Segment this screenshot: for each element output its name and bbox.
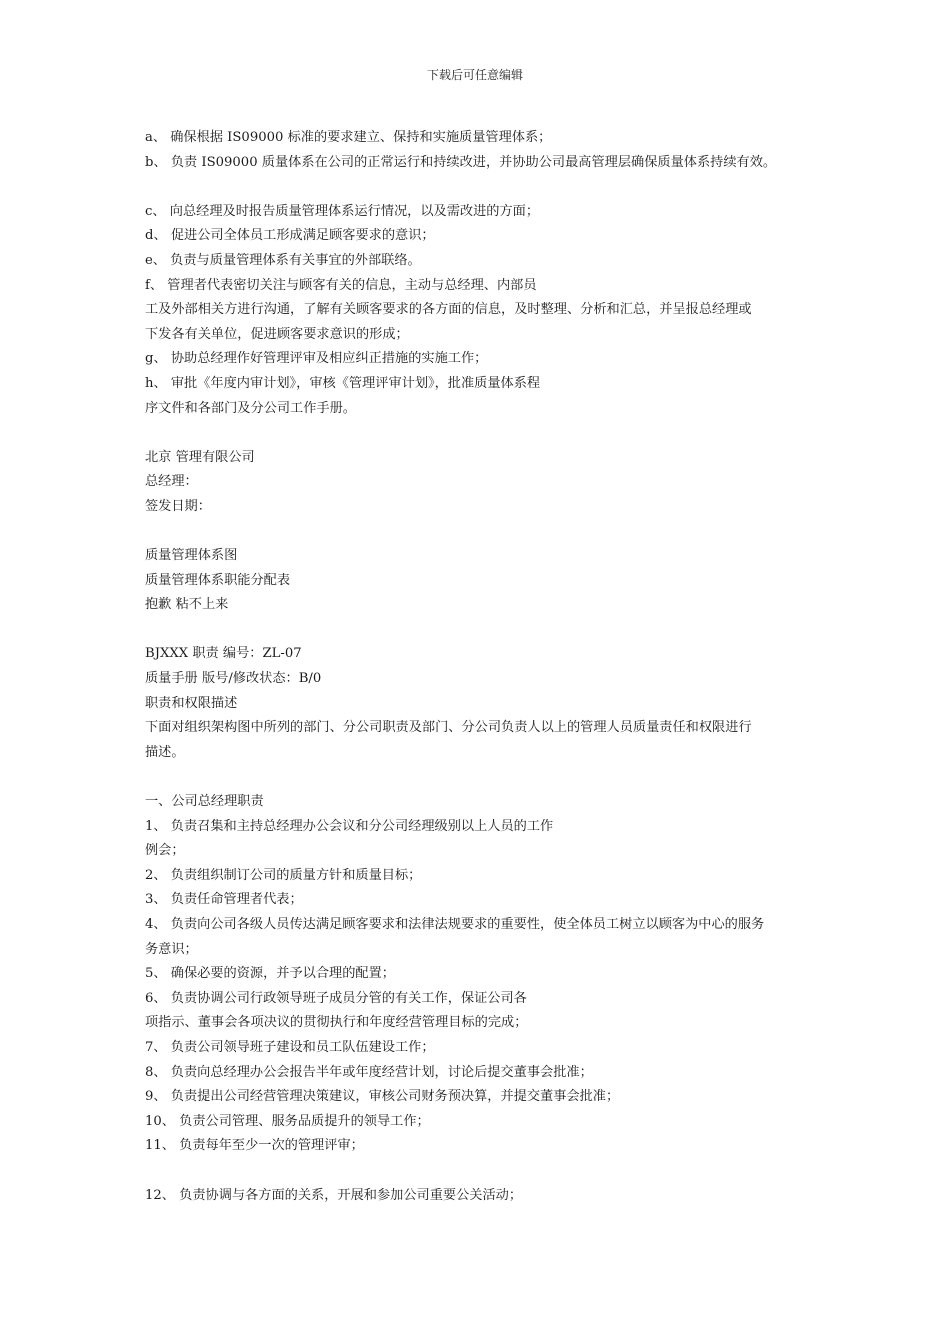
text-line: b、 负责 IS09000 质量体系在公司的正常运行和持续改进，并协助公司最高管理层确保质量体系持续有效。	[145, 154, 777, 170]
text-line: 序文件和各部门及分公司工作手册。	[145, 400, 356, 416]
text-line: 抱歉 粘不上来	[145, 597, 229, 613]
text-line: 7、 负责公司领导班子建设和员工队伍建设工作；	[145, 1039, 435, 1055]
text-line: 6、 负责协调公司行政领导班子成员分管的有关工作，保证公司各	[145, 990, 527, 1006]
text-line: 项指示、董事会各项决议的贯彻执行和年度经营管理目标的完成；	[145, 1015, 528, 1031]
text-line: 描述。	[145, 744, 185, 760]
text-line: 职责和权限描述	[145, 695, 238, 711]
text-line: BJXXX 职责 编号：ZL-07	[145, 646, 302, 662]
text-line: h、 审批《年度内审计划》，审核《管理评审计划》，批准质量体系程	[145, 375, 541, 391]
text-line: e、 负责与质量管理体系有关事宜的外部联络。	[145, 252, 421, 268]
text-line: c、 向总经理及时报告质量管理体系运行情况，以及需改进的方面；	[145, 203, 540, 219]
blank-line	[145, 765, 815, 790]
text-line: 3、 负责任命管理者代表；	[145, 892, 303, 908]
text-line: 质量管理体系图	[145, 548, 238, 564]
text-line: 下发各有关单位，促进顾客要求意识的形成；	[145, 326, 409, 342]
text-line: 总经理：	[145, 474, 198, 490]
text-line: 11、 负责每年至少一次的管理评审；	[145, 1138, 364, 1154]
text-line: 2、 负责组织制订公司的质量方针和质量目标；	[145, 867, 422, 883]
text-line: 4、 负责向公司各级人员传达满足顾客要求和法律法规要求的重要性，使全体员工树立以顾客为中心的服务	[145, 917, 765, 932]
text-line: 8、 负责向总经理办公会报告半年或年度经营计划，讨论后提交董事会批准；	[145, 1064, 593, 1080]
header-note: 下载后可任意编辑	[426, 68, 523, 82]
text-line: 北京 管理有限公司	[145, 449, 255, 465]
text-line: 务意识；	[145, 941, 198, 957]
text-line: 例会；	[145, 843, 185, 859]
text-line: 签发日期：	[145, 498, 211, 514]
text-line: 10、 负责公司管理、服务品质提升的领导工作；	[145, 1113, 430, 1129]
text-line: f、 管理者代表密切关注与顾客有关的信息，主动与总经理、内部员	[145, 277, 537, 293]
blank-line	[145, 175, 815, 200]
text-line: a、 确保根据 IS09000 标准的要求建立、保持和实施质量管理体系；	[145, 130, 552, 145]
blank-line	[145, 520, 815, 545]
text-line: 质量管理体系职能分配表	[145, 572, 291, 588]
text-line: g、 协助总经理作好管理评审及相应纠正措施的实施工作；	[145, 351, 488, 367]
blank-line	[145, 618, 815, 643]
text-line: 质量手册 版号/修改状态：B/0	[145, 671, 322, 687]
blank-line	[145, 421, 815, 446]
text-line: 12、 负责协调与各方面的关系，开展和参加公司重要公关活动；	[145, 1187, 523, 1203]
text-line: 9、 负责提出公司经营管理决策建议，审核公司财务预决算，并提交董事会批准；	[145, 1089, 620, 1105]
text-line: d、 促进公司全体员工形成满足顾客要求的意识；	[145, 228, 435, 244]
text-line: 工及外部相关方进行沟通，了解有关顾客要求的各方面的信息，及时整理、分析和汇总，并呈报总经理或	[145, 302, 752, 318]
text-line: 1、 负责召集和主持总经理办公会议和分公司经理级别以上人员的工作	[145, 818, 554, 834]
document-body	[145, 126, 815, 1208]
blank-line	[145, 1159, 815, 1184]
text-line: 5、 确保必要的资源，并予以合理的配置；	[145, 966, 395, 982]
text-line: 下面对组织架构图中所列的部门、分公司职责及部门、分公司负责人以上的管理人员质量责任和权限进行	[145, 720, 752, 736]
text-line: 一、公司总经理职责	[145, 794, 264, 810]
